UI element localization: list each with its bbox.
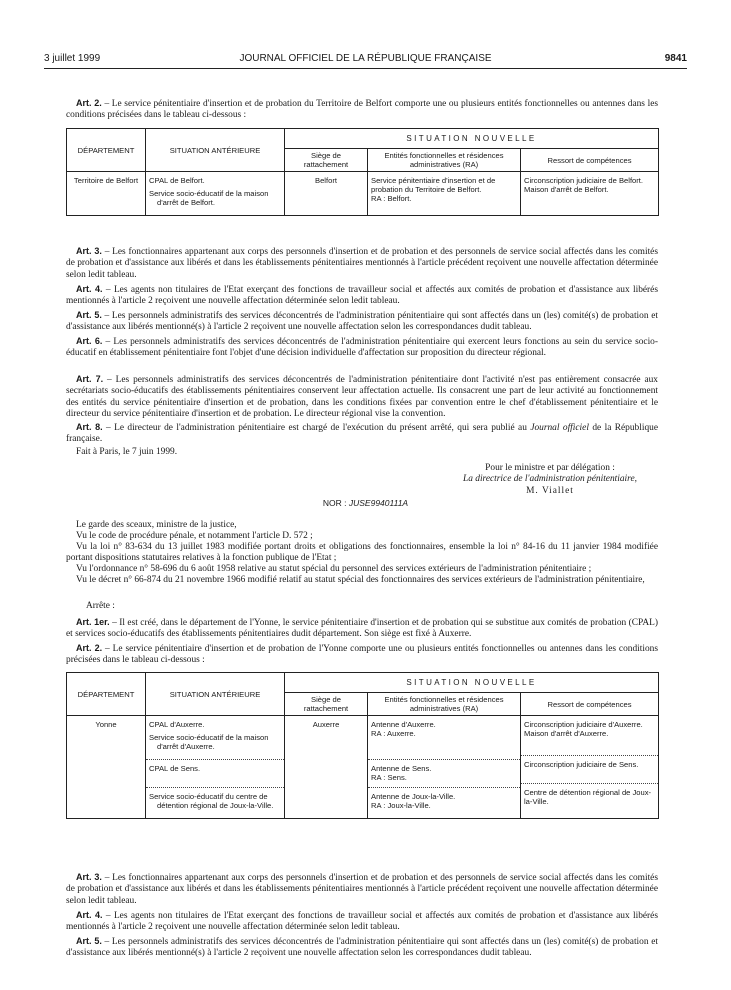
visa-2: Vu la loi n° 83-634 du 13 juillet 1983 modifiée portant droits et obligations des fonctionnaires, ensemble la loi n° 84-16 du 11 janvier 1984 modifiée portant dispositions statutaires relatives à la fonction publique de l'Etat ; bbox=[66, 542, 658, 564]
cell-entites: Service pénitentiaire d'insertion et de probation du Territoire de Belfort. RA : Belfort. bbox=[368, 172, 521, 216]
page-header bbox=[44, 53, 687, 67]
cell-siege: Auxerre bbox=[285, 716, 368, 819]
cell-departement: Yonne bbox=[67, 716, 146, 819]
article-2-belfort bbox=[66, 98, 658, 122]
visa-4: Vu le décret n° 66-874 du 21 novembre 1966 modifié relatif au statut spécial des fonctionnaires des services extérieurs de l'administration pénitentiaire, bbox=[76, 575, 645, 585]
table-row bbox=[67, 172, 659, 216]
col-header-situation-nouvelle: SITUATION NOUVELLE bbox=[285, 673, 659, 693]
cell-situation-anterieure: CPAL d'Auxerre. Service socio-éducatif de la maison d'arrêt d'Auxerre. CPAL de Sens. Service socio-éducatif du centre de détention régional de Joux-la-Ville. bbox=[146, 716, 285, 819]
signature-block bbox=[430, 463, 670, 497]
col-header-situation-anterieure: SITUATION ANTÉRIEURE bbox=[146, 673, 285, 716]
col-header-ressort: Ressort de compétences bbox=[521, 693, 659, 716]
belfort-table bbox=[66, 128, 659, 216]
visa-1: Vu le code de procédure pénale, et notamment l'article D. 572 ; bbox=[76, 531, 313, 541]
fait-a-paris: Fait à Paris, le 7 juin 1999. bbox=[76, 447, 178, 457]
header-page-number: 9841 bbox=[664, 53, 687, 64]
nor-reference: NOR : JUSE9940111A bbox=[322, 498, 409, 508]
article-2-yonne: Art. 2. – Le service pénitentiaire d'insertion et de probation de l'Yonne comporte une ou plusieurs entités fonctionnelles ou antennes dans les conditions précisées dans le tableau ci-dessous : bbox=[66, 643, 658, 666]
article-3-yonne: Art. 3. – Les fonctionnaires appartenant aux corps des personnels d'insertion et de probation et des personnels de service social affectés dans les comités de probation et d'assistance aux libérés et dans les établissements pénitentiaires mentionnés à l'article précédent reçoivent une nouvelle affectation déterminée selon ledit tableau. bbox=[66, 872, 658, 906]
header-journal-title: JOURNAL OFFICIEL DE LA RÉPUBLIQUE FRANÇAISE bbox=[239, 53, 492, 64]
cell-siege: Belfort bbox=[285, 172, 368, 216]
article-4-yonne: Art. 4. – Les agents non titulaires de l'Etat exerçant des fonctions de travailleur social et affectés aux comités de probation et d'assistance aux libérés mentionnés à l'article 2 reçoivent une nouvelle affectation déterminée selon ledit tableau. bbox=[66, 910, 658, 933]
cell-entites: Antenne d'Auxerre. RA : Auxerre. Antenne de Sens. RA : Sens. Antenne de Joux-la-Ville. RA : Joux-la-Ville. bbox=[368, 716, 521, 819]
col-header-situation-nouvelle: SITUATION NOUVELLE bbox=[285, 129, 659, 149]
col-header-entites: Entités fonctionnelles et résidences administratives (RA) bbox=[368, 693, 521, 716]
article-3-belfort: Art. 3. – Les fonctionnaires appartenant aux corps des personnels d'insertion et de probation et des personnels de service social affectés dans les comités de probation et d'assistance aux libérés et dans les établissements pénitentiaires mentionnés à l'article précédent reçoivent une nouvelle affectation déterminée selon ledit tableau. bbox=[66, 246, 658, 280]
cell-ressort: Circonscription judiciaire d'Auxerre. Maison d'arrêt d'Auxerre. Circonscription judiciaire de Sens. Centre de détention régional de Joux-la-Ville. bbox=[521, 716, 659, 819]
row-separator bbox=[146, 759, 284, 760]
table-row bbox=[67, 716, 659, 819]
signature-line-2: La directrice de l'administration pénitentiaire, bbox=[463, 474, 637, 485]
col-header-situation-anterieure: SITUATION ANTÉRIEURE bbox=[146, 129, 285, 172]
visa-3: Vu l'ordonnance n° 58-696 du 6 août 1958 relative au statut spécial du personnel des services extérieurs de l'administration pénitentiaire ; bbox=[76, 564, 592, 574]
col-header-departement: DÉPARTEMENT bbox=[67, 673, 146, 716]
row-separator bbox=[521, 783, 658, 784]
article-5-yonne: Art. 5. – Les personnels administratifs des services déconcentrés de l'administration pénitentiaire qui sont affectés dans un (les) comité(s) de probation et d'assistance aux libérés mentionné(s) à l'article 2 reçoivent une nouvelle affectation selon les correspondances dudit tableau. bbox=[66, 936, 658, 959]
article-text: – Le service pénitentiaire d'insertion et de probation du Territoire de Belfort comporte une ou plusieurs entités fonctionnelles ou antennes dans les conditions précisées dans le tableau ci-dessous : bbox=[66, 99, 658, 121]
yonne-table bbox=[66, 672, 659, 819]
article-label: Art. 2. bbox=[76, 98, 102, 108]
col-header-siege: Siège de rattachement bbox=[285, 149, 368, 172]
col-header-ressort: Ressort de compétences bbox=[521, 149, 659, 172]
article-1-yonne: Art. 1er. – Il est créé, dans le département de l'Yonne, le service pénitentiaire d'insertion et de probation qui se substitue aux comités de probation (CPAL) et services socio-éducatifs des établissements pénitentiaires dudit département. Son siège est fixé à Auxerre. bbox=[66, 617, 658, 640]
col-header-entites: Entités fonctionnelles et résidences administratives (RA) bbox=[368, 149, 521, 172]
cell-situation-anterieure: CPAL de Belfort. Service socio-éducatif de la maison d'arrêt de Belfort. bbox=[146, 172, 285, 216]
col-header-siege: Siège de rattachement bbox=[285, 693, 368, 716]
article-5-belfort: Art. 5. – Les personnels administratifs des services déconcentrés de l'administration pénitentiaire qui sont affectés dans un (les) comité(s) de probation et d'assistance aux libérés mentionné(s) à l'article 2 reçoivent une nouvelle affectation selon les correspondances dudit tableau. bbox=[66, 310, 658, 333]
row-separator bbox=[368, 759, 520, 760]
cell-departement: Territoire de Belfort bbox=[67, 172, 146, 216]
row-separator bbox=[521, 755, 658, 756]
article-7-belfort: Art. 7. – Les personnels administratifs des services déconcentrés de l'administration pénitentiaire dont l'activité n'est pas entièrement consacrée aux secrétariats socio-éducatifs des établissements pénitentiaires conservent leur affectation actuelle. Ils consacrent une part de leur activité au fonctionnement des entités du service pénitentiaire d'insertion et de probation, dans les conditions fixées par convention entre le chef d'établissement pénitentiaire et le directeur du service pénitentiaire d'insertion et de probation. Le directeur régional vise la convention. bbox=[66, 374, 658, 419]
article-6-belfort: Art. 6. – Les personnels administratifs des services déconcentrés de l'administration pénitentiaire qui exercent leurs fonctions au sein du service socio-éducatif en établissement pénitentiaire font l'objet d'une décision individuelle d'affectation sur proposition du directeur régional. bbox=[66, 336, 658, 359]
article-4-belfort: Art. 4. – Les agents non titulaires de l'Etat exerçant des fonctions de travailleur social et affectés aux comités de probation et d'assistance aux libérés mentionnés à l'article 2 reçoivent une nouvelle affectation déterminée selon ledit tableau. bbox=[66, 284, 658, 307]
signature-line-1: Pour le ministre et par délégation : bbox=[485, 463, 615, 473]
signature-name: M. Viallet bbox=[526, 485, 574, 496]
article-8-belfort: Art. 8. – Le directeur de l'administration pénitentiaire est chargé de l'exécution du présent arrêté, qui sera publié au Journal officiel de la République française. bbox=[66, 422, 658, 445]
nor-code: JUSE9940111A bbox=[348, 498, 409, 508]
header-rule bbox=[44, 68, 687, 69]
garde-des-sceaux: Le garde des sceaux, ministre de la justice, bbox=[76, 520, 237, 530]
row-separator bbox=[146, 787, 284, 788]
header-date: 3 juillet 1999 bbox=[44, 53, 101, 64]
col-header-departement: DÉPARTEMENT bbox=[67, 129, 146, 172]
cell-ressort: Circonscription judiciaire de Belfort. Maison d'arrêt de Belfort. bbox=[521, 172, 659, 216]
arrete: Arrête : bbox=[86, 601, 115, 611]
row-separator bbox=[368, 787, 520, 788]
